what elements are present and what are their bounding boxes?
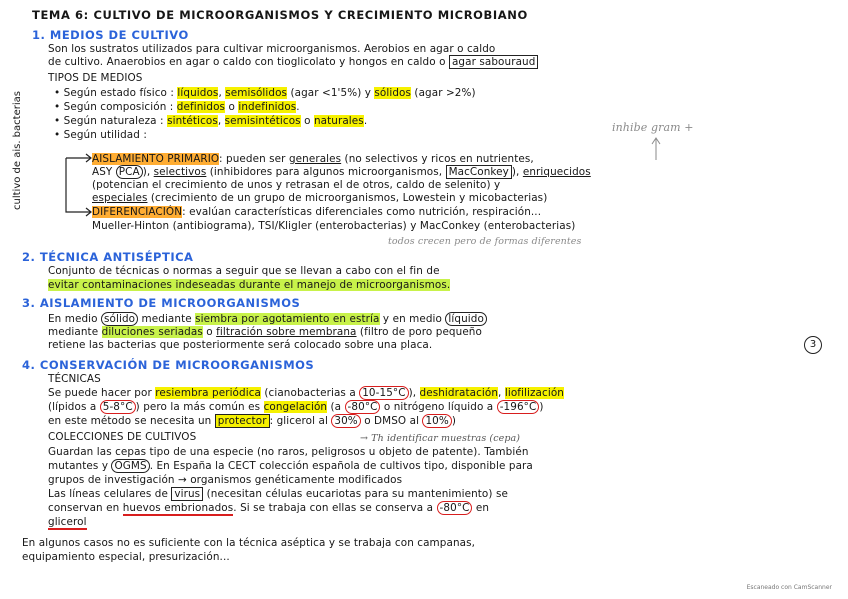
s3-line-1: En medio sólido mediante siembra por agotamiento en estría y en medio líquido [48, 313, 487, 326]
side-note-cultivo: cultivo de ais. bacterias [12, 91, 23, 210]
s4-line-2: (lípidos a 5-8°C ) pero la más común es congelación (a -80°C o nitrógeno líquido a -196°C ) [48, 401, 544, 413]
s4-line-3: en este método se necesita un protector : glicerol al 30% o DMSO al 10% ) [48, 415, 457, 427]
composicion-line: • Según composición : definidos o indefinidos. [54, 101, 300, 113]
colecciones-line-6: glicerol [48, 516, 87, 528]
s2-line-2: evitar contaminaciones indeseadas durante el manejo de microorganismos. [48, 279, 451, 291]
pencil-note-todos: todos crecen pero de formas diferentes [388, 236, 582, 247]
page-title: TEMA 6: CULTIVO DE MICROORGANISMOS Y CRECIMIENTO MICROBIANO [32, 8, 528, 22]
ending-line-2: equipamiento especial, presurización... [22, 551, 230, 563]
agar-sabouraud-box: agar sabouraud [449, 55, 538, 69]
colecciones-line-4: Las líneas celulares de virus (necesitan células eucariotas para su mantenimiento) se [48, 488, 508, 500]
selectivos-line: ASY PCA ), selectivos (inhibidores para algunos microorganismos, MacConkey ), enriquecidos [92, 166, 591, 178]
naturaleza-line: • Según naturaleza : sintéticos, semisintéticos o naturales. [54, 115, 368, 127]
mueller-hinton-line: Mueller-Hinton (antibiograma), TSI/Kligler (enterobacterias) y MacConkey (enterobacterias) [92, 220, 576, 232]
utilidad-line: • Según utilidad : [54, 129, 147, 141]
page-number-badge: 3 [804, 336, 822, 354]
section-2-heading: 2. TÉCNICA ANTISÉPTICA [22, 250, 194, 264]
pencil-note-inhibe: inhibe gram + [612, 121, 694, 134]
aislamiento-primario-line: AISLAMIENTO PRIMARIO: pueden ser generales (no selectivos y ricos en nutrientes, [92, 153, 534, 165]
tipos-label: TIPOS DE MEDIOS [48, 72, 143, 84]
colecciones-line-2: mutantes y OGMS . En España la CECT colección española de cultivos tipo, disponible para [48, 460, 533, 472]
colecciones-line-5: conservan en huevos embrionados. Si se trabaja con ellas se conserva a -80°C en [48, 502, 490, 514]
section-4-heading: 4. CONSERVACIÓN DE MICROORGANISMOS [22, 358, 315, 372]
estado-fisico-line: • Según estado físico : líquidos, semisólidos (agar <1'5%) y sólidos (agar >2%) [54, 87, 476, 99]
especiales-line: especiales (crecimiento de un grupo de microorganismos, Lowestein y micobacterias) [92, 192, 548, 204]
colecciones-line-1: Guardan las cepas tipo de una especie (no raros, peligrosos u objeto de patente). También [48, 446, 529, 458]
pencil-note-identificar: → Th identificar muestras (cepa) [360, 433, 521, 444]
pencil-up-arrow [650, 136, 662, 162]
s4-line-1: Se puede hacer por resiembra periódica (cianobacterias a 10-15°C ), deshidratación, liofilización [48, 387, 564, 399]
potencian-line: (potencian el crecimiento de unos y retrasan el de otros, caldo de selenito) y [92, 179, 501, 191]
section-3-heading: 3. AISLAMIENTO DE MICROORGANISMOS [22, 296, 301, 310]
tecnicas-label: TÉCNICAS [48, 373, 101, 385]
s2-line-1: Conjunto de técnicas o normas a seguir que se llevan a cabo con el fin de [48, 265, 440, 277]
camscanner-watermark: Escaneado con CamScanner [746, 584, 832, 591]
colecciones-label: COLECCIONES DE CULTIVOS [48, 431, 197, 443]
colecciones-line-3: grupos de investigación → organismos genéticamente modificados [48, 474, 403, 486]
ending-line-1: En algunos casos no es suficiente con la técnica aséptica y se trabaja con campanas, [22, 537, 476, 549]
diferenciacion-line: DIFERENCIACIÓN: evalúan características diferenciales como nutrición, respiración... [92, 206, 542, 218]
s3-line-3: retiene las bacterias que posteriormente será colocado sobre una placa. [48, 339, 433, 351]
s3-line-2: mediante diluciones seriadas o filtración sobre membrana (filtro de poro pequeño [48, 326, 482, 338]
section-1-heading: 1. MEDIOS DE CULTIVO [32, 28, 189, 42]
s1-line-1: Son los sustratos utilizados para cultivar microorganismos. Aerobios en agar o caldo [48, 43, 496, 55]
s1-line-2: de cultivo. Anaerobios en agar o caldo con tioglicolato y hongos en caldo o agar sabouraud [48, 56, 538, 69]
